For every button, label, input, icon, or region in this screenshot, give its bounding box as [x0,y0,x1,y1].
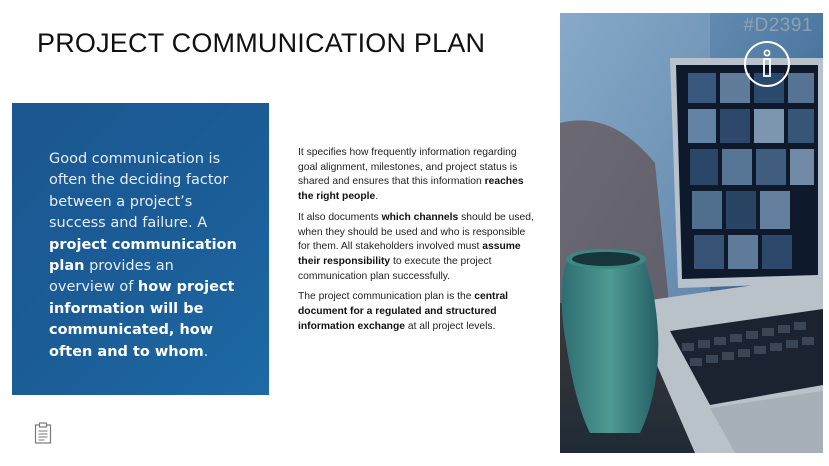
intro-bold-part: how project information will be communicated, how often and to whom [49,279,235,360]
text-run: should be used, when they should be used and who is responsible for them. All stakeholders involved must [298,211,534,253]
text-run: The project communication plan is the [298,291,475,303]
body-text-column [298,146,538,340]
info-icon[interactable] [742,39,792,89]
bold-run: assume their responsibility [298,241,521,267]
bold-run: reaches the right people [298,176,524,203]
intro-text-part: provides an overview of [49,258,174,296]
intro-text [49,149,244,363]
text-run: to execute the project communication plan successfully. [298,255,492,282]
bold-run: which channels [381,211,459,223]
intro-panel [12,103,269,395]
bold-run: central document for a regulated and structured information exchange [298,291,509,332]
intro-text-part: . [203,343,209,360]
paragraph-3 [298,290,538,334]
paragraph-2 [298,211,538,285]
video-call-laptop-photo [560,13,823,453]
text-run: It also documents [298,211,382,223]
intro-bold-part: project communication plan [49,236,237,275]
slide-code: #D2391 [743,15,813,36]
paragraph-1 [298,146,538,205]
slide-title: PROJECT COMMUNICATION PLAN [37,28,486,58]
text-run: at all project levels. [405,320,496,332]
text-run: . [375,191,379,203]
clipboard-icon [34,422,52,444]
text-run: It specifies how frequently information regarding goal alignment, milestones, and project status is shared and ensures that this information [298,147,518,188]
intro-text-part: Good communication is often the deciding factor between a project’s success and failure. A [49,151,229,232]
